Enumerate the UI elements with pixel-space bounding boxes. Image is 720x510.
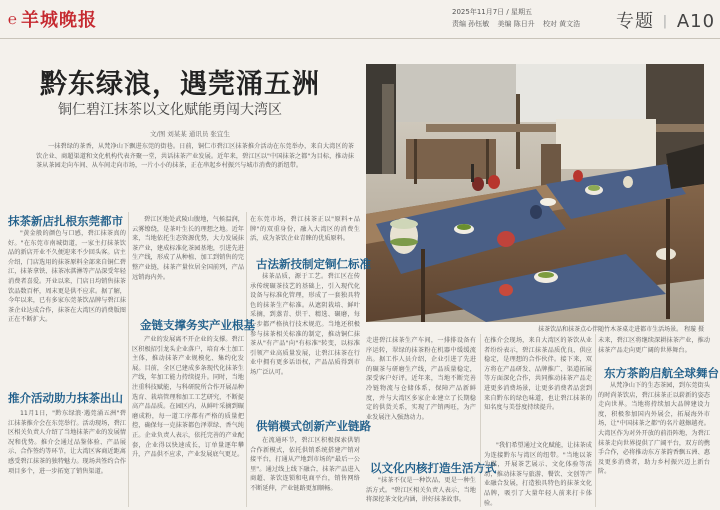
section-name: 专题 [616, 11, 654, 32]
column-divider [128, 212, 129, 507]
body-paragraph: 碧江区地处武陵山腹地，气候温润，云雾缭绕，是茶叶生长的理想之地。近年来，当地依托生态资源优势，大力发展抹茶产业，建成标准化茶园基地，引进先进生产线，形成了从种植、加工到销售的完整产业链，抹茶产量位居全国前列，产品远销海内外。 [132, 216, 244, 281]
body-paragraph: 未来，碧江区将继续深耕抹茶产业，推动抹茶产品走向更广阔的世界舞台。 [598, 337, 710, 354]
body-paragraph: 产业的发展离不开企业的支撑。碧江区积极招引龙头企业落户，培育本土加工主体，推动抹茶产业规模化、集约化发展。目前，全区已建成多条现代化抹茶生产线，年加工能力持续提升。同时，当地注重科技赋能，与科研院所合作开展品种选育、栽培管理和加工工艺研究，不断提高产品品质。在园区内，从鲜叶采摘到碾磨成粉，每一道工序都有严格的质量把控，确保每一克抹茶都色泽翠绿、香气纯正。企业负责人表示，依托完善的产业配套，企业得以快速成长，订单量逐年攀升，产品供不应求，产业发展底气更足。 [132, 336, 244, 459]
body-paragraph: "我们希望通过文化赋能，让抹茶成为连接黔东与湾区的纽带。"当地以茶为媒，开展茶艺展示、文化体验等活动，推动抹茶与旅游、餐饮、文创等产业融合发展，打造独具特色的抹茶文化品牌，吸引了大量年轻人前来打卡体验。 [484, 442, 592, 507]
section-heading: 古法新技制定铜仁标准 [256, 257, 371, 271]
body-paragraph: 从梵净山下的生态茶园，到东莞街头的时尚茶饮店，碧江抹茶正以崭新的姿态走向世界。当地将持续加大品牌建设力度，积极参加国内外展会，拓展海外市场，让"中国抹茶之都"的名片越擦越亮。大湾区作为对外开放的前沿阵地，为碧江抹茶走向世界提供了广阔平台，双方的携手合作，必将推动东方茶韵香飘五洲、惠及更多消费者，助力乡村振兴迈上新台阶。 [598, 382, 710, 476]
masthead [0, 0, 720, 39]
body-paragraph: "抹茶不仅是一种饮品，更是一种生活方式。"碧江区相关负责人表示，当地将深挖茶文化内涵，讲好抹茶故事。 [366, 477, 476, 504]
issue-date: 2025年11月7日 / 星期五 [452, 8, 532, 16]
tea-table-illustration [366, 64, 704, 322]
body-paragraph: 走进碧江抹茶生产车间，一排排设备有序运转，翠绿的抹茶粉在机器中缓缓流出。据工作人员介绍，企业引进了先进的碾茶与研磨生产线，产品质量稳定，深受客户好评。近年来，当地不断完善冷链物流与仓储体系，保障产品新鲜度，并与大湾区多家企业建立了长期稳定的供货关系，实现了产销两旺，为产业发展注入强劲动力。 [366, 337, 476, 421]
logo-mark-icon: ℮ [8, 9, 19, 28]
column-divider [246, 212, 247, 507]
body-paragraph: 在推介会现场，来自大湾区的茶饮从业者纷纷表示，碧江抹茶品质优良、供应稳定，是理想的合作伙伴。接下来，双方将在产品研发、品牌推广、渠道拓展等方面深化合作，共同推动抹茶产品走进更多消费场景，让更多消费者品尝到来自黔东的绿色味道，也让碧江抹茶的知名度与美誉度持续提升。 [484, 337, 592, 412]
subtitle: 铜仁碧江抹茶以文化赋能勇闯大湾区 [58, 102, 282, 118]
section-heading: 以文化内核打造生活方式 [370, 461, 497, 475]
logo-text: 羊城晚报 [21, 10, 98, 31]
editor-credit: 责编 孙钰敏 [452, 20, 490, 28]
section-heading: 东方茶韵启航全球舞台 [604, 366, 719, 380]
section-heading: 抹茶新店扎根东莞都市 [8, 214, 123, 228]
body-paragraph: 在流通环节，碧江区积极探索供销合作新模式，依托供销系统搭建产销对接平台，打通从产地到市场的"最后一公里"。通过线上线下融合，抹茶产品进入商超、茶饮连锁和电商平台，销售网络不断延伸，产业链路更加顺畅。 [250, 437, 360, 492]
byline: 文/图 刘某某 通讯员 张宜生 [150, 130, 230, 138]
proofreader-credit: 校对 黄文浩 [542, 20, 581, 28]
column-divider [595, 334, 596, 507]
lead-paragraph: 一抹碧绿的茶香，从梵净山下飘进东莞的街巷。日前，铜仁市碧江区抹茶推介活动在东莞举办，来自大湾区的茶饮企业、商超渠道和文化机构代表齐聚一堂，共话抹茶产业发展。近年来，碧江区以"中国抹茶之都"为目标，推动抹茶从茶园走向车间、从车间走向市场，一片小小的抹茶，正在串起乡村振兴与城市消费的新纽带。 [36, 143, 354, 170]
section-heading: 推介活动助力抹茶出山 [8, 391, 123, 405]
section-divider: | [662, 14, 669, 29]
section-heading: 供销模式创新产业链路 [256, 419, 371, 433]
photo-caption: 抹茶饮品和抹茶点心伴随竹木茶桌走进都市生活场景。 程璇 摄 [538, 326, 704, 333]
tea-table-photo [366, 64, 704, 322]
page-title: 黔东绿浪，遇莞涌五洲 [40, 69, 320, 100]
issue-meta [452, 6, 586, 30]
body-paragraph: "黄金般的颜色与口感，碧江抹茶真的好。"在东莞市南城街道，一家主打抹茶饮品的新店开业不久便迎来不少回头客。店主介绍，门店选用的抹茶原料全部来自铜仁碧江，抹茶拿铁、抹茶冰淇淋等产品深受年轻消费者喜爱。开业以来，门店日均销售抹茶饮品数百杯，周末更是供不应求。据了解，今年以来，已有多家东莞茶饮品牌与碧江抹茶企业达成合作，抹茶在大湾区的消费版图正在不断扩大。 [8, 230, 126, 324]
section-label [616, 7, 715, 33]
page-number: A10 [676, 11, 716, 32]
newspaper-logo[interactable] [8, 6, 97, 32]
body-paragraph: 抹茶品质，源于工艺。碧江区在传承传统碾茶技艺的基础上，引入现代化设备与标准化管理，形成了一套独具特色的抹茶生产标准。从遮阴栽培、鲜叶采摘，到蒸青、烘干、精选、碾磨，每一步都严格执行技术规范。当地还积极参与抹茶相关标准的制定，推动铜仁抹茶从"有产品"向"有标准"转变，以标准引领产业高质量发展，让碧江抹茶在行业中拥有更多话语权，产品品质得到市场广泛认可。 [250, 273, 360, 376]
designer-credit: 美编 陈日升 [497, 20, 535, 28]
body-paragraph: 11月1日，"黔东绿浪·遇莞涌五洲"碧江抹茶推介会在东莞举行。活动现场，碧江区相关负责人介绍了当地抹茶产业的发展情况和优势。推介会通过品鉴体验、产品展示、合作签约等环节，让大湾区客商近距离感受碧江抹茶的独特魅力。现场共签约合作项目多个，进一步拓宽了销售渠道。 [8, 410, 126, 475]
section-heading: 金链支撑务实产业根基 [140, 318, 255, 332]
body-paragraph: 在东莞市场，碧江抹茶正以"原料+品牌"的双重身份，融入大湾区的消费生活，成为茶饮企业青睐的优质原料。 [250, 216, 360, 243]
column-divider [480, 334, 481, 507]
